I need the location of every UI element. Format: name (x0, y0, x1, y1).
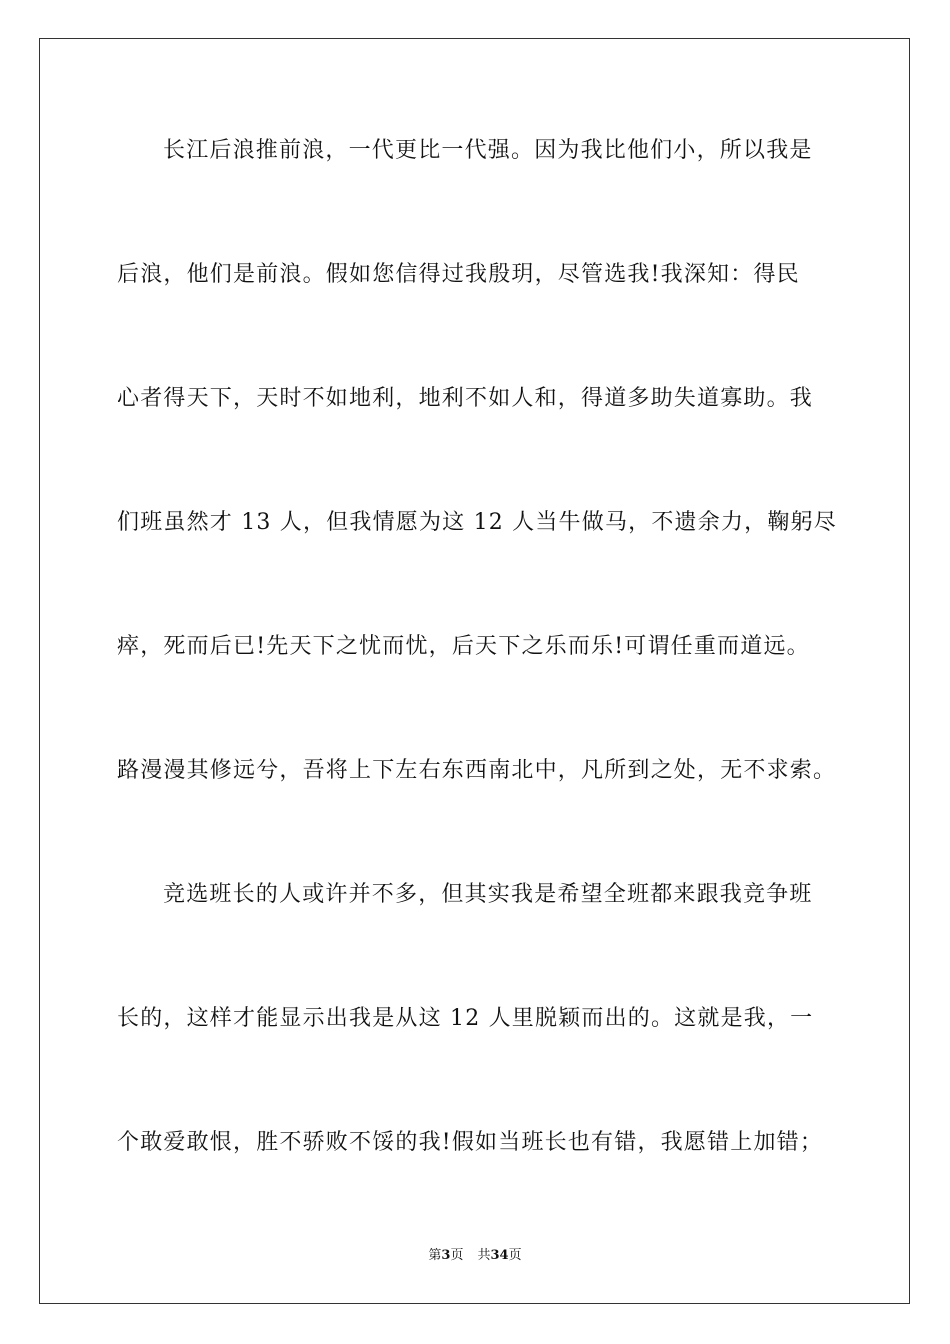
footer-page-prefix: 第 (428, 1248, 442, 1263)
paragraph-line-7: 竞选班长的人或许并不多，但其实我是希望全班都来跟我竞争班 (163, 882, 813, 907)
footer-page-suffix: 页 (450, 1248, 464, 1263)
paragraph-line-8: 长的，这样才能显示出我是从这 12 人里脱颖而出的。这就是我，一 (117, 1006, 814, 1031)
footer-current-page: 3 (441, 1248, 451, 1263)
footer-total-prefix: 共 (477, 1248, 491, 1263)
page-footer (0, 1248, 950, 1264)
paragraph-line-2: 后浪，他们是前浪。假如您信得过我殷玥，尽管选我!我深知：得民 (117, 262, 800, 287)
footer-total-suffix: 页 (508, 1248, 522, 1263)
footer-total-pages: 34 (490, 1248, 509, 1263)
paragraph-line-6: 路漫漫其修远兮，吾将上下左右东西南北中，凡所到之处，无不求索。 (117, 758, 837, 783)
page-border (39, 38, 910, 1304)
paragraph-line-4: 们班虽然才 13 人，但我情愿为这 12 人当牛做马，不遗余力，鞠躬尽 (117, 510, 837, 535)
paragraph-line-5: 瘁，死而后已!先天下之忧而忧，后天下之乐而乐!可谓任重而道远。 (117, 634, 810, 659)
paragraph-line-9: 个敢爱敢恨，胜不骄败不馁的我!假如当班长也有错，我愿错上加错； (117, 1130, 824, 1155)
paragraph-line-1: 长江后浪推前浪，一代更比一代强。因为我比他们小，所以我是 (163, 138, 813, 163)
paragraph-line-3: 心者得天下，天时不如地利，地利不如人和，得道多助失道寡助。我 (117, 386, 814, 411)
